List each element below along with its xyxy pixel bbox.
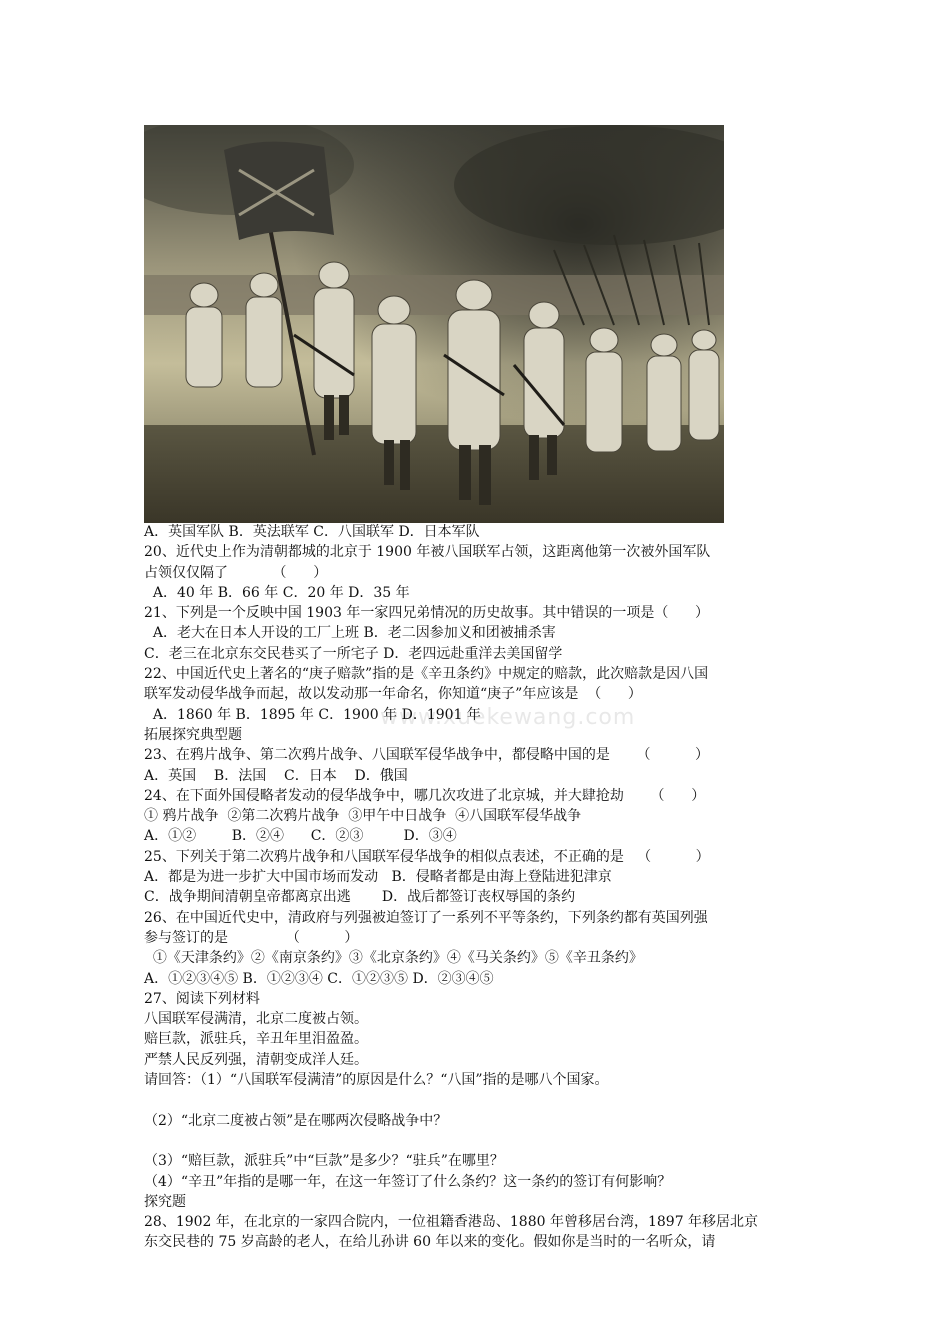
text-line: ① 鸦片战争 ②第二次鸦片战争 ③甲午中日战争 ④八国联军侵华战争 [144, 808, 582, 825]
watermark: www.xuekewang.com [380, 705, 636, 730]
text-line: 21、下列是一个反映中国 1903 年一家四兄弟情况的历史故事。其中错误的一项是（ ） [144, 605, 710, 622]
text-line: 24、在下面外国侵略者发动的侵华战争中，哪几次攻进了北京城，并大肆抢劫 （ ） [144, 787, 706, 804]
text-line: 20、近代史上作为清朝都城的北京于 1900 年被八国联军占领，这距离他第一次被外国军队 [144, 544, 711, 561]
text-line: 探究题 [144, 1193, 186, 1210]
text-line: 26、在中国近代史中，清政府与列强被迫签订了一系列不平等条约，下列条约都有英国列强 [144, 909, 708, 926]
text-line: A．英国军队 B．英法联军 C．八国联军 D．日本军队 [144, 524, 480, 540]
text-line: A．1860 年 B．1895 年 C．1900 年 D．1901 年 [144, 706, 481, 723]
text-line: 28、1902 年，在北京的一家四合院内，一位祖籍香港岛、1880 年曾移居台湾，1897 年移居北京 [144, 1214, 759, 1231]
text-line: A．都是为进一步扩大中国市场而发动 B．侵略者都是由海上登陆进犯津京 [144, 869, 612, 886]
text-line: 拓展探究典型题 [144, 726, 242, 743]
text-line: 27、阅读下列材料 [144, 990, 260, 1007]
text-line: （2）“北京二度被占领”是在哪两次侵略战争中？ [144, 1112, 448, 1129]
text-line: A．老大在日本人开设的工厂上班 B．老二因参加义和团被捕杀害 [144, 625, 556, 642]
text-line: 请回答：（1）“八国联军侵满清”的原因是什么？“八国”指的是哪八个国家。 [144, 1072, 609, 1089]
question-text-block [144, 522, 824, 1253]
text-line: （4）“辛丑”年指的是哪一年，在这一年签订了什么条约？这一条约的签订有何影响？ [144, 1173, 672, 1190]
historical-photo-eight-nation-troops [144, 125, 724, 523]
text-line [144, 1131, 824, 1151]
text-line: C．老三在北京东交民巷买了一所宅子 D．老四远赴重洋去美国留学 [144, 645, 563, 662]
text-line: A．①②③④⑤ B．①②③④ C．①②③⑤ D．②③④⑤ [144, 970, 494, 987]
text-line: 25、下列关于第二次鸦片战争和八国联军侵华战争的相似点表述，不正确的是 （ ） [144, 848, 710, 865]
text-line: 东交民巷的 75 岁高龄的老人，在给儿孙讲 60 年以来的变化。假如你是当时的一名听众，请 [144, 1234, 716, 1251]
text-line: 联军发动侵华战争而起，故以发动那一年命名，你知道“庚子”年应该是 （ ） [144, 686, 642, 703]
text-line: 占领仅仅隔了 （ ） [144, 564, 328, 581]
text-line: A．①② B．②④ C．②③ D．③④ [144, 828, 457, 845]
text-line: A．英国 B．法国 C．日本 D．俄国 [144, 767, 408, 784]
text-line [144, 1090, 824, 1110]
text-line: 赔巨款，派驻兵，辛丑年里泪盈盈。 [144, 1031, 368, 1048]
text-line: 严禁人民反列强，清朝变成洋人廷。 [144, 1051, 368, 1068]
text-line: 参与签订的是 （ ） [144, 929, 359, 946]
text-line: 22、中国近代史上著名的“庚子赔款”指的是《辛丑条约》中规定的赔款，此次赔款是因八国 [144, 666, 709, 683]
text-line: A．40 年 B．66 年 C．20 年 D．35 年 [144, 584, 410, 601]
text-line: 八国联军侵满清，北京二度被占领。 [144, 1011, 368, 1028]
text-line: （3）“赔巨款，派驻兵”中“巨款”是多少？“驻兵”在哪里？ [144, 1153, 504, 1170]
text-line: C．战争期间清朝皇帝都离京出逃 D．战后都签订丧权辱国的条约 [144, 889, 576, 906]
text-line: ①《天津条约》②《南京条约》③《北京条约》④《马关条约》⑤《辛丑条约》 [144, 950, 643, 967]
text-line: 23、在鸦片战争、第二次鸦片战争、八国联军侵华战争中，都侵略中国的是 （ ） [144, 747, 710, 764]
